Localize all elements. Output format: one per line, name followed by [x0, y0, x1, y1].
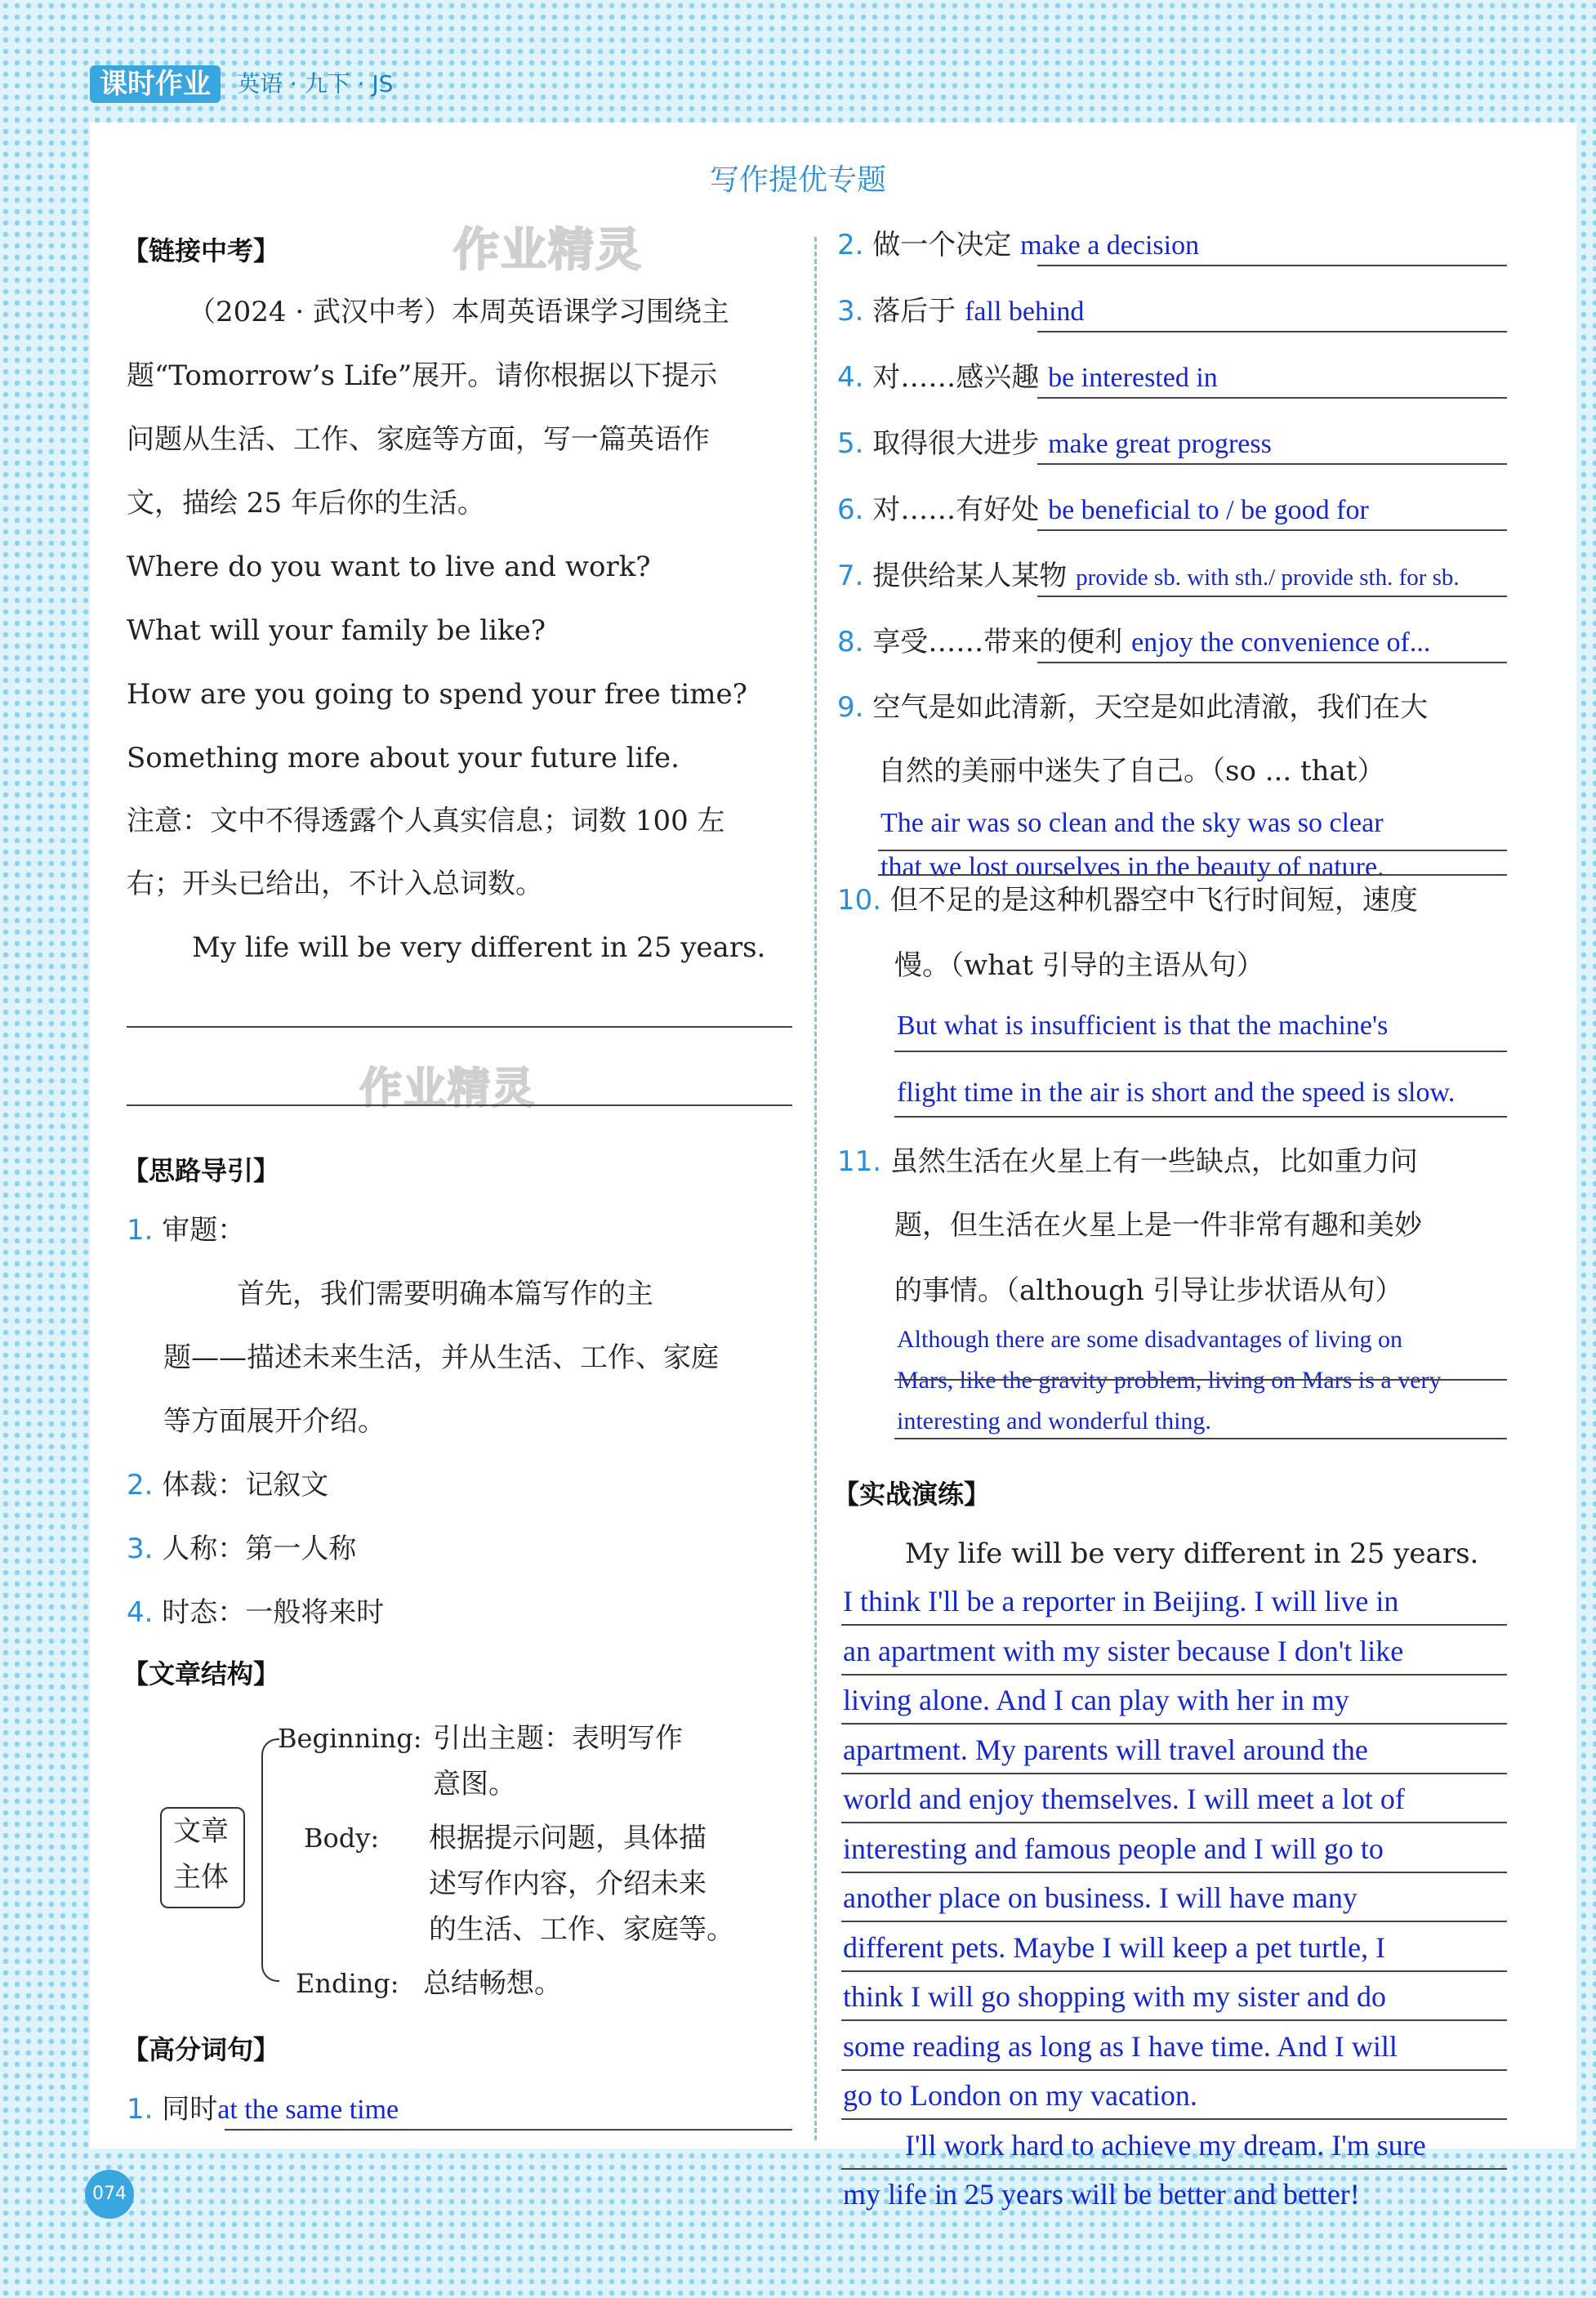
guide-text: 等方面展开介绍。: [163, 1405, 386, 1438]
sentence-prompt: 慢。（what 引导的主语从句）: [894, 949, 1264, 982]
essay-line: my life in 25 years will be better and better!: [843, 2178, 1360, 2211]
answer-line: [1037, 397, 1507, 399]
structure-text: 引出主题：表明写作: [433, 1722, 683, 1755]
answer-line: [894, 1051, 1507, 1052]
answer-line: [878, 874, 1507, 876]
structure-heading: 【文章结构】: [123, 1658, 280, 1689]
essay-line: world and enjoy themselves. I will meet a lot of: [843, 1783, 1405, 1815]
answer-line: [1037, 265, 1507, 266]
structure-text: 的生活、工作、家庭等。: [429, 1913, 734, 1946]
phrase-prompt: 同时: [162, 2093, 218, 2126]
phrase-answer: be interested in: [1048, 363, 1218, 393]
answer-line: [894, 1116, 1507, 1118]
item-number: 1.: [127, 1214, 154, 1247]
writing-line: [841, 1822, 1507, 1823]
sentence-answer: But what is insufficient is that the machine's: [897, 1011, 1389, 1041]
guide-step: 体裁：记叙文: [162, 1469, 329, 1502]
answer-line: [1037, 596, 1507, 597]
structure-box-label: 文章: [173, 1815, 229, 1848]
phrase-answer: be beneficial to / be good for: [1048, 495, 1369, 525]
answer-line: [225, 2129, 792, 2131]
item-number: 2.: [837, 229, 864, 261]
series-logo: 课时作业: [90, 65, 221, 103]
writing-line: [127, 1026, 792, 1028]
structure-label: Beginning:: [278, 1723, 422, 1754]
phrase-prompt: 对……有好处: [872, 493, 1040, 526]
item-number: 3.: [127, 1533, 154, 1565]
essay-line: think I will go shopping with my sister and do: [843, 1980, 1386, 2013]
writing-line: [841, 1921, 1507, 1922]
phrase-item: [837, 560, 1460, 594]
phrase-prompt: 享受……带来的便利: [872, 626, 1123, 658]
phrase-prompt: 对……感兴趣: [872, 361, 1040, 394]
essay-line: another place on business. I will have many: [843, 1881, 1357, 1914]
item-number: 1.: [127, 2093, 154, 2126]
guide-heading: 【思路导引】: [123, 1155, 280, 1186]
essay-line: go to London on my vacation.: [843, 2079, 1197, 2112]
item-number: 9.: [837, 691, 864, 724]
writing-line: [841, 1872, 1507, 1873]
guide-text: 题——描述未来生活，并从生活、工作、家庭: [163, 1341, 719, 1374]
phrases-heading: 【高分词句】: [123, 2034, 280, 2065]
writing-line: [841, 2069, 1507, 2071]
item-number: 11.: [837, 1145, 882, 1178]
prompt-line: 题“Tomorrow’s Life”展开。请你根据以下提示: [127, 359, 718, 392]
phrase-prompt: 做一个决定: [872, 229, 1012, 261]
structure-text: 总结畅想。: [423, 1967, 562, 2000]
phrase-item: [837, 427, 1272, 461]
writing-line: [841, 1773, 1507, 1774]
note-line: 注意：文中不得透露个人真实信息；词数 100 左: [127, 805, 725, 837]
item-number: 3.: [837, 295, 864, 328]
writing-line: [841, 1970, 1507, 1972]
structure-text: 述写作内容，介绍未来: [429, 1867, 707, 1900]
item-number: 2.: [127, 1469, 154, 1502]
guide-text: 首先，我们需要明确本篇写作的主: [237, 1278, 653, 1310]
writing-line: [841, 2168, 1507, 2170]
essay-opening: My life will be very different in 25 years.: [905, 1537, 1479, 1570]
guide-step: 人称：第一人称: [162, 1533, 357, 1565]
phrase-item: [837, 493, 1369, 527]
phrase-item: [837, 229, 1199, 262]
guide-step: 审题：: [162, 1214, 246, 1247]
sentence-prompt: 但不足的是这种机器空中飞行时间短，速度: [889, 884, 1418, 917]
answer-line: [894, 1379, 1507, 1381]
structure-box-label: 主体: [173, 1861, 229, 1894]
item-number: 8.: [837, 626, 864, 658]
sentence-answer: flight time in the air is short and the speed is slow.: [897, 1078, 1456, 1108]
structure-brace: [261, 1738, 279, 1982]
phrase-answer: provide sb. with sth./ provide sth. for sb.: [1076, 564, 1460, 591]
phrase-prompt: 提供给某人某物: [872, 560, 1068, 592]
phrase-item: [837, 626, 1430, 659]
writing-line: [127, 1104, 792, 1106]
column-divider: [814, 237, 817, 2140]
writing-line: [841, 1674, 1507, 1676]
essay-opening: My life will be very different in 25 years.: [192, 931, 766, 964]
item-number: 5.: [837, 427, 864, 460]
writing-line: [841, 2118, 1507, 2120]
page-number: 074: [85, 2170, 134, 2219]
note-line: 右；开头已给出，不计入总词数。: [127, 868, 543, 900]
essay-line: living alone. And I can play with her in my: [843, 1684, 1349, 1716]
answer-line: [1037, 662, 1507, 663]
essay-line: I'll work hard to achieve my dream. I'm sure: [905, 2128, 1426, 2162]
phrase-prompt: 落后于: [872, 295, 956, 328]
sentence-prompt: 空气是如此清新，天空是如此清澈，我们在大: [872, 691, 1429, 724]
phrase-answer: make great progress: [1048, 429, 1272, 459]
page-title: 写作提优专题: [709, 163, 886, 197]
item-number: 10.: [837, 884, 882, 917]
phrase-answer: make a decision: [1020, 230, 1200, 261]
item-number: 7.: [837, 560, 864, 592]
practice-heading: 【实战演练】: [833, 1479, 991, 1510]
sentence-answer: that we lost ourselves in the beauty of nature.: [880, 852, 1384, 882]
sentence-answer: Although there are some disadvantages of living on: [897, 1326, 1403, 1353]
question: How are you going to spend your free time?: [127, 678, 747, 711]
link-heading: 【链接中考】: [123, 235, 280, 266]
item-number: 6.: [837, 493, 864, 526]
subject-label: 英语 · 九下 · JS: [237, 70, 394, 97]
sentence-prompt: 自然的美丽中迷失了自己。（so ... that）: [878, 755, 1385, 788]
phrase-prompt: 取得很大进步: [872, 427, 1040, 460]
essay-line: an apartment with my sister because I don't like: [843, 1634, 1404, 1667]
answer-line: [1037, 529, 1507, 531]
sentence-prompt: 题，但生活在火星上是一件非常有趣和美妙: [894, 1209, 1422, 1242]
watermark: 作业精灵: [359, 1064, 537, 1113]
question: Where do you want to live and work?: [127, 551, 651, 583]
phrase-item: [837, 361, 1218, 395]
prompt-line: 问题从生活、工作、家庭等方面，写一篇英语作: [127, 423, 710, 456]
prompt-line: （2024 · 武汉中考）本周英语课学习围绕主: [188, 296, 729, 328]
writing-line: [841, 1723, 1507, 1725]
prompt-line: 文，描绘 25 年后你的生活。: [127, 487, 485, 520]
phrase-item: [837, 295, 1084, 328]
sentence-prompt: 的事情。（although 引导让步状语从句）: [894, 1274, 1403, 1307]
sentence-answer: interesting and wonderful thing.: [897, 1408, 1211, 1435]
phrase-answer: at the same time: [217, 2095, 399, 2125]
writing-line: [841, 1624, 1507, 1626]
structure-text: 意图。: [433, 1768, 516, 1800]
essay-line: interesting and famous people and I will go to: [843, 1832, 1384, 1865]
essay-line: apartment. My parents will travel around the: [843, 1733, 1368, 1766]
guide-step: 时态：一般将来时: [162, 1596, 385, 1629]
sentence-prompt: 虽然生活在火星上有一些缺点，比如重力问: [889, 1145, 1418, 1178]
writing-line: [841, 2019, 1507, 2021]
essay-line: some reading as long as I have time. And I will: [843, 2029, 1398, 2063]
watermark: 作业精灵: [453, 224, 643, 277]
question: What will your family be like?: [127, 614, 546, 647]
essay-line: different pets. Maybe I will keep a pet turtle, I: [843, 1930, 1386, 1964]
structure-text: 根据提示问题，具体描: [429, 1822, 707, 1854]
item-number: 4.: [127, 1596, 154, 1629]
answer-line: [1037, 331, 1507, 332]
essay-line: I think I'll be a reporter in Beijing. I will live in: [843, 1585, 1399, 1618]
sentence-answer: The air was so clean and the sky was so clear: [880, 808, 1384, 838]
sentence-answer: Mars, like the gravity problem, living on Mars is a very: [897, 1367, 1442, 1394]
structure-label: Body:: [304, 1823, 380, 1854]
phrase-answer: fall behind: [965, 297, 1085, 327]
item-number: 4.: [837, 361, 864, 394]
answer-line: [1037, 463, 1507, 465]
answer-line: [894, 1438, 1507, 1439]
phrase-answer: enjoy the convenience of...: [1131, 627, 1431, 658]
structure-label: Ending:: [296, 1968, 399, 1999]
question: Something more about your future life.: [127, 742, 680, 774]
